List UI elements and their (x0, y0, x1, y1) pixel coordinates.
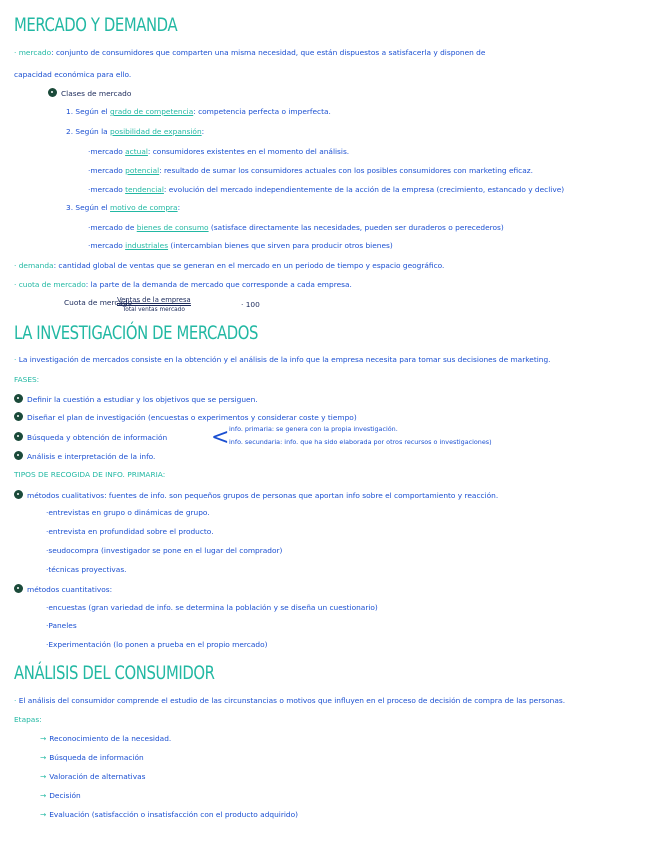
gear-icon (14, 394, 23, 403)
section-title-investigacion: LA INVESTIGACIÓN DE MERCADOS (14, 322, 259, 344)
fase-2: Diseñar el plan de investigación (encuestas o experimentos y considerar coste y tiempo) (14, 412, 357, 423)
gear-icon (14, 490, 23, 499)
cuota-definition: · cuota de mercado: la parte de la demanda de mercado que corresponde a cada empresa. (14, 280, 352, 289)
tipos-label: TIPOS DE RECOGIDA DE INFO. PRIMARIA: (14, 470, 166, 479)
etapa-5: → Evaluación (satisfacción o insatisfacción con el producto adquirido) (40, 810, 299, 819)
formula-numerator: Ventas de la empresa (117, 296, 191, 304)
arrow-right-icon: → (40, 753, 47, 762)
etapa-4: → Decisión (40, 791, 81, 800)
cualitativo-3: ·seudocompra (investigador se pone en el lugar del comprador) (46, 546, 283, 555)
consumidor-intro: · El análisis del consumidor comprende el estudio de las circunstancias o motivos que influyen en el proceso de decisión de compra de las personas. (14, 696, 566, 705)
etapa-2: → Búsqueda de información (40, 753, 144, 762)
cuantitativo-2: ·Paneles (46, 621, 77, 630)
fases-label: FASES: (14, 375, 40, 384)
arrow-right-icon: → (40, 810, 47, 819)
fase-1: Definir la cuestión a estudiar y los objetivos que se persiguen. (14, 394, 258, 405)
clases-heading: Clases de mercado (48, 88, 131, 99)
formula-rhs: · 100 (241, 300, 260, 309)
demanda-definition: · demanda: cantidad global de ventas que se generan en el mercado en un periodo de tiempo y espacio geográfico. (14, 261, 445, 270)
section-title-mercado: MERCADO Y DEMANDA (14, 14, 178, 36)
clase-1: 1. Según el grado de competencia: competencia perfecta o imperfecta. (66, 107, 331, 116)
metodos-cuantitativos: métodos cuantitativos: (14, 584, 112, 595)
clase-2-actual: ·mercado actual: consumidores existentes en el momento del análisis. (88, 147, 350, 156)
gear-icon (14, 451, 23, 460)
mercado-definition-cont: capacidad económica para ello. (14, 70, 132, 79)
arrow-right-icon: → (40, 772, 47, 781)
cualitativo-2: ·entrevista en profundidad sobre el producto. (46, 527, 214, 536)
formula-denominator: Total ventas mercado (122, 307, 185, 313)
arrow-right-icon: → (40, 734, 47, 743)
etapas-label: Etapas: (14, 715, 42, 724)
gear-icon (48, 88, 57, 97)
cualitativo-4: ·técnicas proyectivas. (46, 565, 127, 574)
etapa-1: → Reconocimiento de la necesidad. (40, 734, 172, 743)
metodos-cualitativos: métodos cualitativos: fuentes de info. son pequeños grupos de personas que aportan info sobre el comportamiento y reacción. (14, 490, 498, 501)
fase-3-secundaria: info. secundaria: info. que ha sido elaborada por otros recursos o investigaciones) (229, 438, 492, 446)
clase-3-consumo: ·mercado de bienes de consumo (satisface directamente las necesidades, pueden ser duraderos o perecederos) (88, 223, 504, 232)
clase-2: 2. Según la posibilidad de expansión: (66, 127, 205, 136)
formula-fraction (117, 296, 191, 313)
clase-3-industriales: ·mercado industriales (intercambian bienes que sirven para producir otros bienes) (88, 241, 393, 250)
fase-4: Análisis e interpretación de la info. (14, 451, 155, 462)
clase-2-potencial: ·mercado potencial: resultado de sumar los consumidores actuales con los posibles consumidores con marketing eficaz. (88, 166, 533, 175)
mercado-definition: · mercado: conjunto de consumidores que comparten una misma necesidad, que están dispuestos a satisfacerla y disponen de (14, 48, 486, 57)
clase-3: 3. Según el motivo de compra: (66, 203, 181, 212)
investigacion-intro: · La investigación de mercados consiste en la obtención y el análisis de la info que la empresa necesita para tomar sus decisiones de marketing. (14, 355, 551, 364)
gear-icon (14, 432, 23, 441)
brace-icon: < (211, 425, 230, 450)
clase-2-tendencial: ·mercado tendencial: evolución del mercado independientemente de la acción de la empresa (crecimiento, estancado y declive) (88, 185, 565, 194)
arrow-right-icon: → (40, 791, 47, 800)
fase-3: Búsqueda y obtención de información (14, 432, 167, 443)
fase-3-primaria: info. primaria: se genera con la propia investigación. (229, 425, 398, 433)
section-title-consumidor: ANÁLISIS DEL CONSUMIDOR (14, 662, 215, 684)
cuantitativo-1: ·encuestas (gran variedad de info. se determina la población y se diseña un cuestionario) (46, 603, 378, 612)
etapa-3: → Valoración de alternativas (40, 772, 146, 781)
gear-icon (14, 584, 23, 593)
cualitativo-1: ·entrevistas en grupo o dinámicas de grupo. (46, 508, 210, 517)
formula-lhs: Cuota de mercado = (64, 298, 141, 307)
gear-icon (14, 412, 23, 421)
cuantitativo-3: ·Experimentación (lo ponen a prueba en el propio mercado) (46, 640, 268, 649)
